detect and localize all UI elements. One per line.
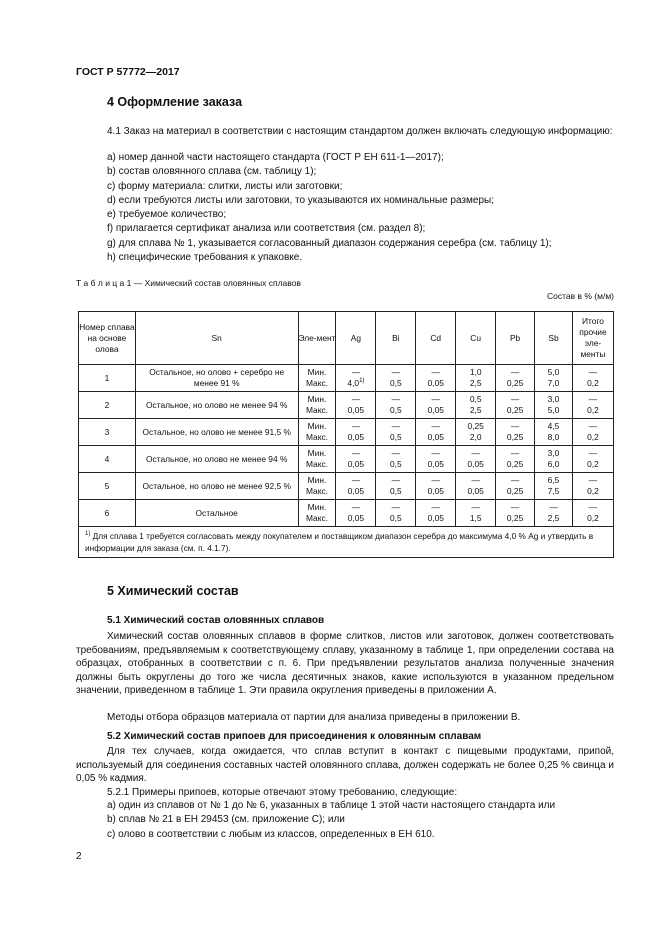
table-row <box>79 473 614 500</box>
cell-bi: — 0,5 <box>376 392 416 419</box>
cell-other: — 0,2 <box>572 500 613 527</box>
cell-sn: Остальное, но олово + серебро не менее 91 % <box>135 365 298 392</box>
cell-alloy-number: 3 <box>79 419 136 446</box>
cell-pb: — 0,25 <box>496 500 535 527</box>
table-row <box>79 419 614 446</box>
cell-pb: — 0,25 <box>496 473 535 500</box>
table-footnote: $^{1)}$ Для сплава 1 требуется согласовать между покупателем и поставщиком диапазон серебра до максимума 4,0 % Ag и утвердить в информации для заказа (см. п. 4.1.7). <box>79 527 614 558</box>
table-row <box>79 446 614 473</box>
cell-sn: Остальное, но олово не менее 92,5 % <box>135 473 298 500</box>
cell-other: — 0,2 <box>572 473 613 500</box>
header-cd: Cd <box>416 312 456 365</box>
cell-alloy-number: 4 <box>79 446 136 473</box>
header-pb: Pb <box>496 312 535 365</box>
table-row <box>79 365 614 392</box>
cell-alloy-number: 1 <box>79 365 136 392</box>
order-requirements-list <box>107 151 617 265</box>
list-item: d) если требуются листы или заготовки, то указываются их номинальные размеры; <box>107 194 494 206</box>
cell-sn: Остальное, но олово не менее 94 % <box>135 392 298 419</box>
header-sb: Sb <box>535 312 573 365</box>
header-other-total: Итого прочие эле-менты <box>572 312 613 365</box>
list-item: e) требуемое количество; <box>107 209 227 221</box>
cell-sb: 4,5 8,0 <box>535 419 573 446</box>
cell-bi: — 0,5 <box>376 473 416 500</box>
section-5-2-paragraph: Для тех случаев, когда ожидается, что сплав вступит в контакт с пищевыми продуктами, припой, используемый для соединения составных частей оловянного сплава, должен содержать не более 0,25 % свинца и 0,05 % кадмия. <box>76 746 614 785</box>
cell-cd: — 0,05 <box>416 419 456 446</box>
cell-element-minmax: Мин. Макс. <box>298 473 336 500</box>
section-5-1-methods: Методы отбора образцов материала от партии для анализа приведены в приложении В. <box>107 712 521 723</box>
cell-cu: 0,5 2,5 <box>456 392 496 419</box>
section-5-heading: 5 Химический состав <box>107 584 239 598</box>
cell-alloy-number: 6 <box>79 500 136 527</box>
cell-other: — 0,2 <box>572 419 613 446</box>
cell-bi: — 0,5 <box>376 500 416 527</box>
solder-examples-list <box>107 799 617 842</box>
table-caption: Т а б л и ц а 1 — Химический состав оловянных сплавов <box>76 278 301 288</box>
header-sn: Sn <box>135 312 298 365</box>
list-item: c) олово в соответствии с любым из классов, определенных в ЕН 610. <box>107 828 435 840</box>
cell-other: — 0,2 <box>572 446 613 473</box>
list-item: h) специфические требования к упаковке. <box>107 252 303 264</box>
cell-sn: Остальное, но олово не менее 91,5 % <box>135 419 298 446</box>
cell-ag: — 0,05 <box>336 500 376 527</box>
cell-other: — 0,2 <box>572 392 613 419</box>
cell-sb: 3,0 6,0 <box>535 446 573 473</box>
cell-alloy-number: 2 <box>79 392 136 419</box>
cell-ag: — 0,05 <box>336 392 376 419</box>
cell-element-minmax: Мин. Макс. <box>298 500 336 527</box>
document-header: ГОСТ Р 57772—2017 <box>76 66 180 78</box>
cell-element-minmax: Мин. Макс. <box>298 392 336 419</box>
cell-cu: — 0,05 <box>456 473 496 500</box>
cell-cu: — 1,5 <box>456 500 496 527</box>
table-row <box>79 500 614 527</box>
section-4-1-text: 4.1 Заказ на материал в соответствии с настоящим стандартом должен включать следующую информацию: <box>107 126 613 137</box>
cell-cd: — 0,05 <box>416 500 456 527</box>
cell-pb: — 0,25 <box>496 419 535 446</box>
section-5-1-heading: 5.1 Химический состав оловянных сплавов <box>107 615 325 626</box>
cell-ag: — 0,05 <box>336 473 376 500</box>
cell-sb: 3,0 5,0 <box>535 392 573 419</box>
cell-cu: 0,25 2,0 <box>456 419 496 446</box>
cell-cd: — 0,05 <box>416 473 456 500</box>
cell-cu: 1,0 2,5 <box>456 365 496 392</box>
list-item: b) сплав № 21 в ЕН 29453 (см. приложение С); или <box>107 814 345 826</box>
section-4-heading: 4 Оформление заказа <box>107 95 243 109</box>
section-5-2-heading: 5.2 Химический состав припоев для присоединения к оловянным сплавам <box>107 731 482 742</box>
header-bi: Bi <box>376 312 416 365</box>
cell-sn: Остальное, но олово не менее 94 % <box>135 446 298 473</box>
section-5-1-paragraph: Химический состав оловянных сплавов в форме слитков, листов или заготовок, должен соответствовать требованиям, предъявляемым к соответствующему сплаву, указанному в таблице 1, при определении состава на образцах, отобранных в соответствии с п. 6. При предъявлении результатов анализа полученные значения должны быть округлены до того же числа десятичных знаков, какие используются в указанном предельном значении, приведенном в таблице 1. Эти правила округления приведены в приложении А. <box>76 631 614 697</box>
cell-ag: — 0,05 <box>336 446 376 473</box>
cell-pb: — 0,25 <box>496 392 535 419</box>
cell-ag: — 0,05 <box>336 419 376 446</box>
section-5-2-1-text: 5.2.1 Примеры припоев, которые отвечают этому требованию, следующие: <box>107 787 458 798</box>
cell-cd: — 0,05 <box>416 446 456 473</box>
header-ag: Ag <box>336 312 376 365</box>
header-cu: Cu <box>456 312 496 365</box>
cell-cd: — 0,05 <box>416 392 456 419</box>
table-unit: Состав в % (м/м) <box>546 291 614 301</box>
page-number: 2 <box>76 851 82 862</box>
cell-sb: — 2,5 <box>535 500 573 527</box>
cell-element-minmax: Мин. Макс. <box>298 365 336 392</box>
table-row <box>79 392 614 419</box>
header-element: Эле-мент <box>298 312 336 365</box>
cell-cd: — 0,05 <box>416 365 456 392</box>
list-item: g) для сплава № 1, указывается согласованный диапазон содержания серебра (см. таблицу 1); <box>107 237 552 249</box>
cell-bi: — 0,5 <box>376 446 416 473</box>
list-item: b) состав оловянного сплава (см. таблицу 1); <box>107 166 317 178</box>
cell-bi: — 0,5 <box>376 365 416 392</box>
list-item: c) форму материала: слитки, листы или заготовки; <box>107 180 343 192</box>
list-item: f) прилагается сертификат анализа или соответствия (см. раздел 8); <box>107 223 426 235</box>
cell-element-minmax: Мин. Макс. <box>298 419 336 446</box>
header-alloy-number: Номер сплава на основе олова <box>79 312 136 365</box>
cell-ag: — 4,0$^{1)}$ <box>336 365 376 392</box>
list-item: a) один из сплавов от № 1 до № 6, указанных в таблице 1 этой части настоящего стандарта или <box>107 800 556 811</box>
cell-sb: 5,0 7,0 <box>535 365 573 392</box>
cell-pb: — 0,25 <box>496 365 535 392</box>
cell-sb: 6,5 7,5 <box>535 473 573 500</box>
list-item: a) номер данной части настоящего стандарта (ГОСТ Р ЕН 611-1—2017); <box>107 152 444 163</box>
composition-table <box>78 311 614 558</box>
cell-cu: — 0,05 <box>456 446 496 473</box>
cell-bi: — 0,5 <box>376 419 416 446</box>
cell-sn: Остальное <box>135 500 298 527</box>
cell-other: — 0,2 <box>572 365 613 392</box>
table-header-row <box>79 312 614 365</box>
cell-element-minmax: Мин. Макс. <box>298 446 336 473</box>
cell-alloy-number: 5 <box>79 473 136 500</box>
table-footnote-row <box>79 527 614 558</box>
cell-pb: — 0,25 <box>496 446 535 473</box>
